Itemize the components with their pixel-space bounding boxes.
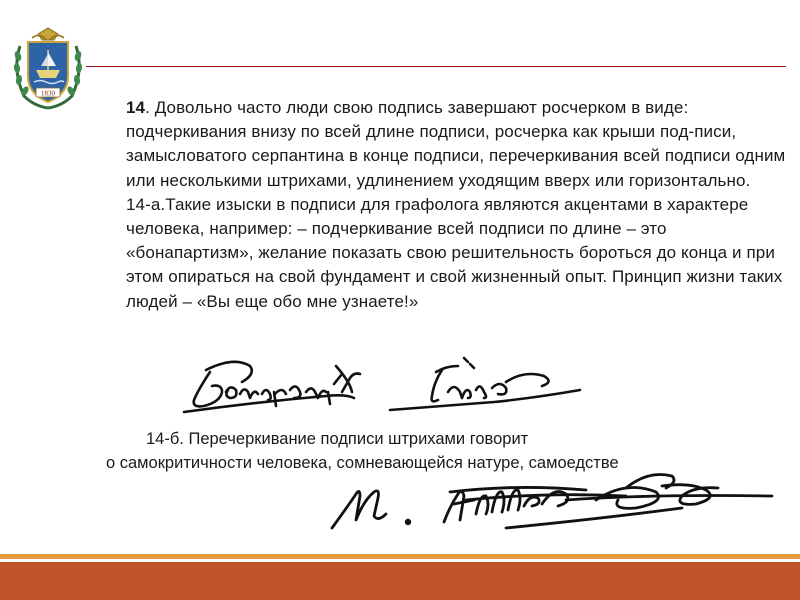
body-text xyxy=(88,96,788,314)
signature-crossed-image xyxy=(326,466,780,536)
paragraph-14 xyxy=(88,96,788,193)
footer-accent-stripe xyxy=(0,554,800,559)
caption-line-1: 14-б. Перечеркивание подписи штрихами говорит xyxy=(146,430,529,448)
paragraph-14-text: . Довольно часто люди свою подпись завершают росчерком в виде: подчеркивания внизу по всей длине подписи, росчерка как крыши под-писи, замысловатого серпантина в конце подписи, перечеркивания всей подписи одним или несколькими штрихами, удлинением уходящим вверх или горизонтально. xyxy=(126,98,786,190)
paragraph-number: 14 xyxy=(126,98,146,117)
svg-text:1830: 1830 xyxy=(41,89,55,98)
footer-band xyxy=(0,562,800,600)
caption-line-2: о самокритичности человека, сомневающейся натуре, самоедстве xyxy=(106,454,619,472)
header-rule xyxy=(86,66,786,67)
signature-bonapart-image xyxy=(176,352,386,424)
paragraph-14a: 14-а.Такие изыски в подписи для графолога являются акцентами в характере человека, например: – подчеркивание всей подписи по длине – это «бонапартизм», желание показать свою решительность бороться до конца и при этом опираться на свой фундамент и свой жизненный опыт. Принцип жизни таких людей – «Вы еще обо мне узнаете!» xyxy=(126,194,783,311)
university-crest-icon xyxy=(10,26,86,112)
signature-underlined-image xyxy=(384,352,590,416)
